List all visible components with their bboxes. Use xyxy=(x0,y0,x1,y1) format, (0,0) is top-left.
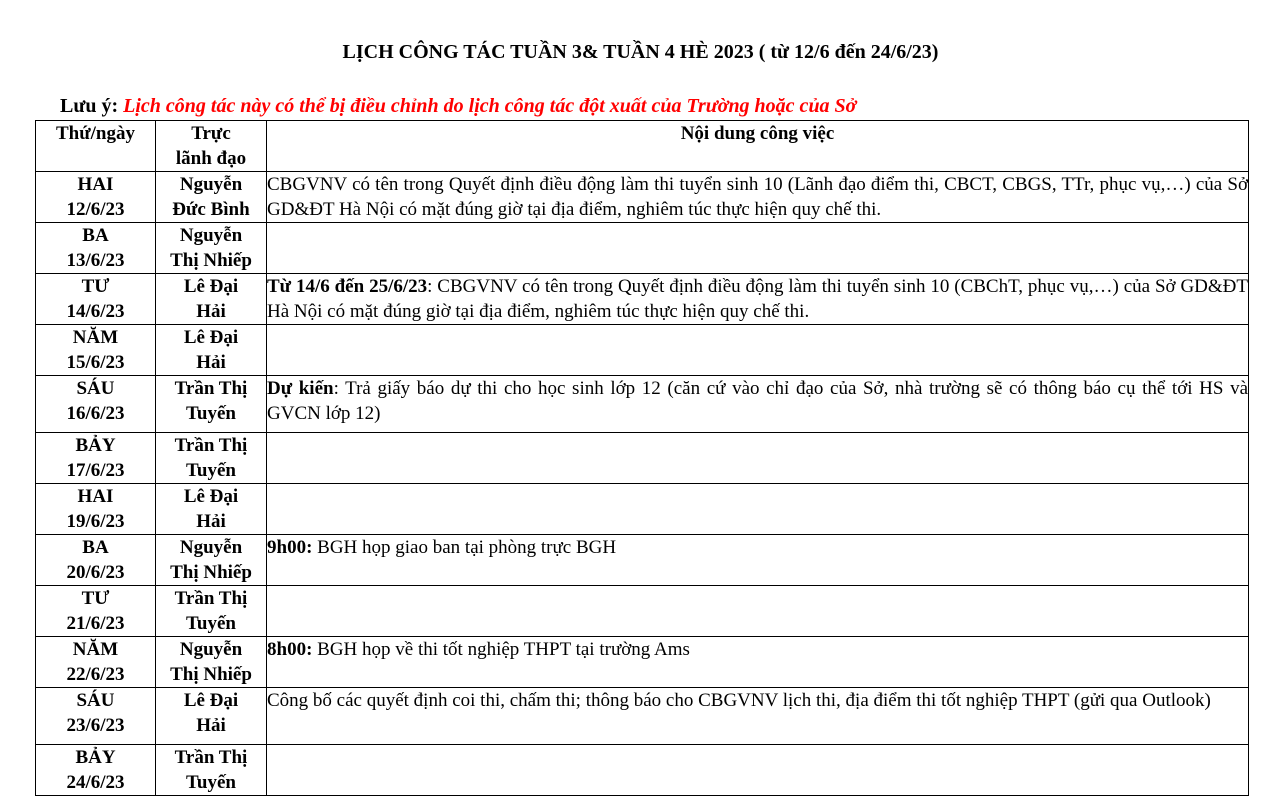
header-content: Nội dung công việc xyxy=(267,121,1249,172)
table-row xyxy=(36,274,1249,325)
note-line xyxy=(60,95,856,118)
schedule-table xyxy=(35,120,1249,796)
day-cell xyxy=(36,637,156,688)
day-cell xyxy=(36,172,156,223)
table-row xyxy=(36,688,1249,745)
table-row xyxy=(36,535,1249,586)
weekday: BẢY xyxy=(75,747,116,768)
table-row xyxy=(36,376,1249,433)
leader-cell xyxy=(156,745,267,796)
day-cell xyxy=(36,433,156,484)
leader-line2: Đức Bình xyxy=(172,199,250,220)
weekday: BẢY xyxy=(75,435,116,456)
leader-cell xyxy=(156,637,267,688)
content-cell xyxy=(267,274,1249,325)
leader-line2: Thị Nhiếp xyxy=(170,250,252,271)
header-day: Thứ/ngày xyxy=(36,121,156,172)
leader-cell xyxy=(156,433,267,484)
day-cell xyxy=(36,745,156,796)
leader-line1: Lê Đại xyxy=(183,327,239,348)
content-bold: Dự kiến xyxy=(267,378,334,399)
weekday: TƯ xyxy=(81,588,110,609)
leader-line1: Trần Thị xyxy=(174,747,248,768)
content-cell xyxy=(267,223,1249,274)
leader-line1: Lê Đại xyxy=(183,690,239,711)
leader-cell xyxy=(156,223,267,274)
date: 12/6/23 xyxy=(66,199,125,220)
leader-line2: Hải xyxy=(196,511,226,532)
day-cell xyxy=(36,586,156,637)
table-row xyxy=(36,172,1249,223)
table-row xyxy=(36,484,1249,535)
date: 20/6/23 xyxy=(66,562,125,583)
content-text: Công bố các quyết định coi thi, chấm thi; thông báo cho CBGVNV lịch thi, địa điểm thi tốt nghiệp THPT (gửi qua Outlook) xyxy=(267,690,1211,711)
note-label: Lưu ý: xyxy=(60,95,124,117)
weekday: BA xyxy=(82,537,109,558)
leader-cell xyxy=(156,274,267,325)
leader-line1: Nguyễn xyxy=(179,537,243,558)
weekday: HAI xyxy=(77,174,114,195)
leader-line2: Hải xyxy=(196,352,226,373)
header-leader-line1: Trực xyxy=(191,123,231,144)
date: 24/6/23 xyxy=(66,772,125,793)
leader-line2: Tuyến xyxy=(186,403,236,424)
table-row xyxy=(36,637,1249,688)
table-row xyxy=(36,433,1249,484)
day-cell xyxy=(36,325,156,376)
day-cell xyxy=(36,535,156,586)
leader-cell xyxy=(156,325,267,376)
weekday: BA xyxy=(82,225,109,246)
leader-cell xyxy=(156,688,267,745)
note-text: Lịch công tác này có thể bị điều chỉnh do lịch công tác đột xuất của Trường hoặc của Sở xyxy=(123,95,857,117)
leader-line1: Nguyễn xyxy=(179,225,243,246)
date: 15/6/23 xyxy=(66,352,125,373)
weekday: TƯ xyxy=(81,276,110,297)
leader-cell xyxy=(156,535,267,586)
content-text: BGH họp về thi tốt nghiệp THPT tại trường Ams xyxy=(312,639,690,660)
day-cell xyxy=(36,688,156,745)
table-row xyxy=(36,325,1249,376)
content-cell xyxy=(267,745,1249,796)
leader-line2: Hải xyxy=(196,301,226,322)
leader-cell xyxy=(156,172,267,223)
leader-line2: Tuyến xyxy=(186,613,236,634)
leader-line1: Trần Thị xyxy=(174,588,248,609)
date: 22/6/23 xyxy=(66,664,125,685)
header-row xyxy=(36,121,1249,172)
content-cell xyxy=(267,688,1249,745)
table-row xyxy=(36,586,1249,637)
table-row xyxy=(36,745,1249,796)
content-cell xyxy=(267,637,1249,688)
leader-line1: Trần Thị xyxy=(174,435,248,456)
content-cell xyxy=(267,376,1249,433)
document-title: LỊCH CÔNG TÁC TUẦN 3& TUẦN 4 HÈ 2023 ( từ 12/6 đến 24/6/23) xyxy=(342,41,939,63)
content-text: BGH họp giao ban tại phòng trực BGH xyxy=(312,537,617,558)
leader-line1: Nguyễn xyxy=(179,639,243,660)
content-text: CBGVNV có tên trong Quyết định điều động làm thi tuyển sinh 10 (Lãnh đạo điểm thi, CBCT, CBGS, TTr, phục vụ,…) của Sở GD&ĐT Hà Nội có mặt đúng giờ tại địa điểm, nghiêm túc thực hiện quy chế thi. xyxy=(267,174,1248,220)
weekday: SÁU xyxy=(76,690,115,711)
leader-line1: Lê Đại xyxy=(183,486,239,507)
content-text: : CBGVNV có tên trong Quyết định điều động làm thi tuyển sinh 10 (CBChT, phục vụ,…) của Sở GD&ĐT Hà Nội có mặt đúng giờ tại địa điểm, nghiêm túc thực hiện quy chế thi. xyxy=(267,276,1248,322)
header-leader xyxy=(156,121,267,172)
date: 13/6/23 xyxy=(66,250,125,271)
weekday: SÁU xyxy=(76,378,115,399)
date: 19/6/23 xyxy=(66,511,125,532)
content-cell xyxy=(267,535,1249,586)
leader-line1: Trần Thị xyxy=(174,378,248,399)
table-row xyxy=(36,223,1249,274)
date: 23/6/23 xyxy=(66,715,125,736)
day-cell xyxy=(36,223,156,274)
content-cell xyxy=(267,172,1249,223)
content-cell xyxy=(267,325,1249,376)
content-cell xyxy=(267,433,1249,484)
content-bold: 9h00: xyxy=(267,537,313,558)
leader-line2: Tuyến xyxy=(186,772,236,793)
leader-cell xyxy=(156,586,267,637)
leader-line2: Hải xyxy=(196,715,226,736)
leader-line2: Thị Nhiếp xyxy=(170,664,252,685)
content-bold: Từ 14/6 đến 25/6/23 xyxy=(267,276,428,297)
leader-cell xyxy=(156,376,267,433)
leader-line1: Lê Đại xyxy=(183,276,239,297)
weekday: HAI xyxy=(77,486,114,507)
day-cell xyxy=(36,274,156,325)
date: 14/6/23 xyxy=(66,301,125,322)
date: 21/6/23 xyxy=(66,613,125,634)
day-cell xyxy=(36,376,156,433)
weekday: NĂM xyxy=(72,639,119,660)
leader-cell xyxy=(156,484,267,535)
date: 17/6/23 xyxy=(66,460,125,481)
content-bold: 8h00: xyxy=(267,639,313,660)
weekday: NĂM xyxy=(72,327,119,348)
content-text: : Trả giấy báo dự thi cho học sinh lớp 12 (căn cứ vào chỉ đạo của Sở, nhà trường sẽ có thông báo cụ thể tới HS và GVCN lớp 12) xyxy=(267,378,1249,424)
day-cell xyxy=(36,484,156,535)
leader-line2: Thị Nhiếp xyxy=(170,562,252,583)
leader-line2: Tuyến xyxy=(186,460,236,481)
content-cell xyxy=(267,484,1249,535)
content-cell xyxy=(267,586,1249,637)
header-leader-line2: lãnh đạo xyxy=(175,148,247,169)
date: 16/6/23 xyxy=(66,403,125,424)
leader-line1: Nguyễn xyxy=(179,174,243,195)
